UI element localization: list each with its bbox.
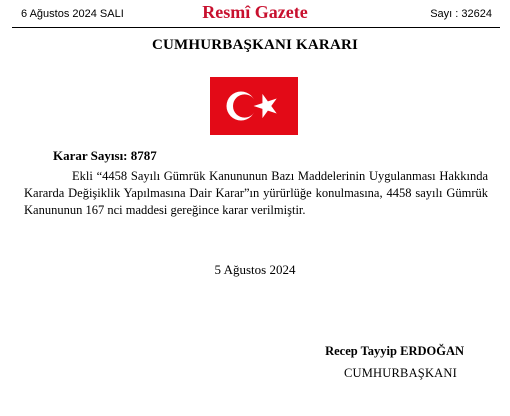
gazette-date: 6 Ağustos 2024 SALI	[21, 8, 124, 20]
decree-date: 5 Ağustos 2024	[214, 262, 296, 277]
gazette-title: Resmî Gazete	[202, 2, 308, 22]
document-heading: CUMHURBAŞKANI KARARI	[151, 37, 359, 53]
signatory-name: Recep Tayyip ERDOĞAN	[325, 344, 464, 358]
decree-body-paragraph: Ekli “4458 Sayılı Gümrük Kanununun Bazı Maddelerinin Uygulanması Hakkında Kararda Değişiklik Yapılmasına Dair Karar”ın yürürlüğe konulmasına, 4458 sayılı Gümrük Kanununun 167 nci maddesi gereğince karar verilmiştir.	[24, 169, 488, 217]
turkish-flag-icon	[210, 77, 298, 135]
decree-number: Karar Sayısı: 8787	[53, 148, 157, 163]
signatory-title: CUMHURBAŞKANI	[343, 366, 457, 380]
gazette-issue-number: Sayı : 32624	[430, 8, 492, 20]
decree-body	[24, 168, 488, 219]
header-divider	[12, 27, 500, 28]
